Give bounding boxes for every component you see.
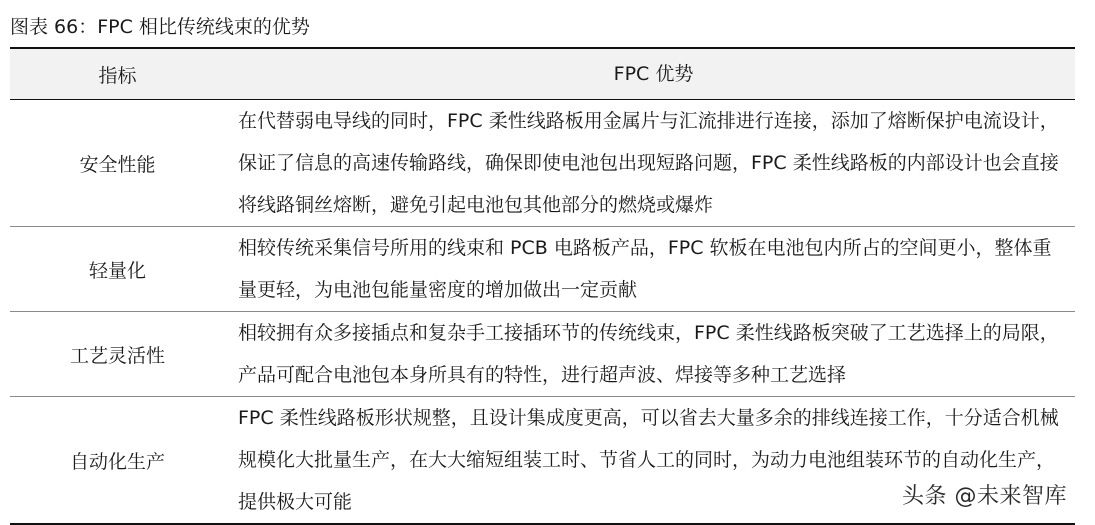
row-advantage-text: 在代替弱电导线的同时，FPC 柔性线路板用金属片与汇流排进行连接，添加了熔断保护电流设计，保证了信息的高速传输路线，确保即使电池包出现短路问题，FPC 柔性线路板的内部设计也会直接将线路铜丝熔断，避免引起电池包其他部分的燃烧或爆炸 — [238, 110, 1059, 216]
row-advantage — [225, 312, 1075, 396]
table-caption: 图表 66：FPC 相比传统线束的优势 — [10, 16, 310, 38]
row-advantage-text: FPC 柔性线路板形状规整，且设计集成度更高，可以省去大量多余的排线连接工作，十分适合机械规模化大批量生产，在大大缩短组装工时、节省人工的同时，为动力电池组装环节的自动化生产，提供极大可能 — [238, 407, 1059, 513]
header-advantage: FPC 优势 — [613, 63, 694, 85]
comparison-table — [10, 47, 1075, 525]
row-advantage-text: 相较拥有众多接插点和复杂手工接插环节的传统线束，FPC 柔性线路板突破了工艺选择上的局限，产品可配合电池包本身所具有的特性，进行超声波、焊接等多种工艺选择 — [238, 322, 1059, 386]
table-row — [10, 226, 1075, 311]
row-indicator: 安全性能 — [79, 153, 156, 176]
row-advantage — [225, 227, 1075, 311]
header-indicator: 指标 — [98, 64, 137, 87]
table-row — [10, 311, 1075, 396]
row-indicator: 工艺灵活性 — [69, 344, 165, 367]
row-indicator: 自动化生产 — [69, 450, 165, 473]
table-row — [10, 100, 1075, 226]
table-header-row — [10, 49, 1075, 100]
row-advantage-text: 相较传统采集信号所用的线束和 PCB 电路板产品，FPC 软板在电池包内所占的空间更小，整体重量更轻，为电池包能量密度的增加做出一定贡献 — [238, 237, 1052, 301]
watermark: 头条 @未来智库 — [902, 484, 1067, 509]
row-indicator: 轻量化 — [88, 259, 146, 282]
row-advantage — [225, 100, 1075, 226]
